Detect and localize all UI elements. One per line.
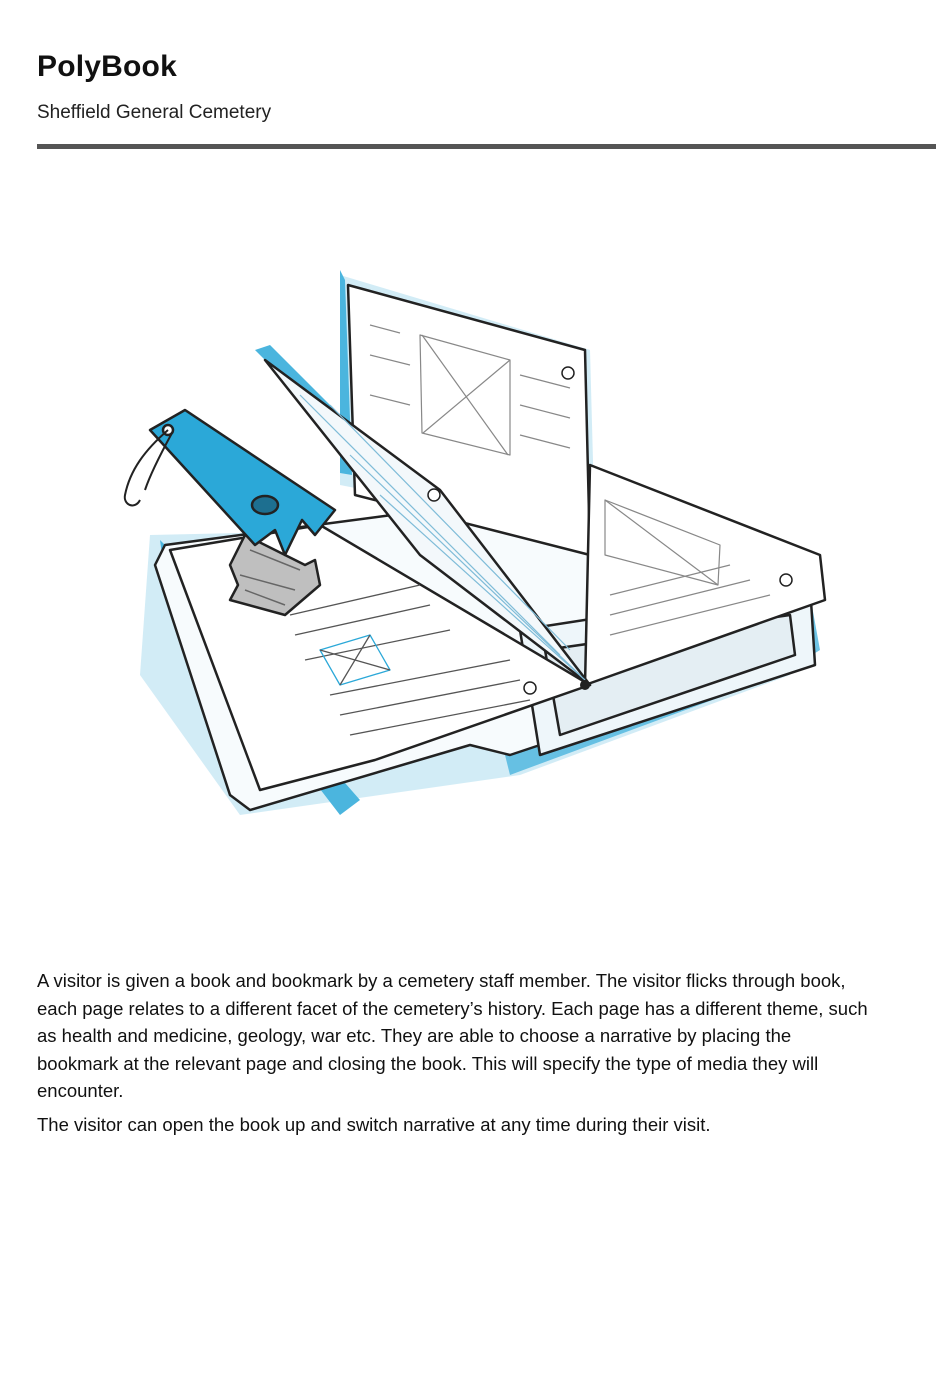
upright-page bbox=[348, 285, 590, 555]
page-title: PolyBook bbox=[37, 50, 177, 83]
book-sketch-illustration bbox=[90, 255, 850, 835]
description bbox=[37, 967, 877, 1144]
page-subtitle: Sheffield General Cemetery bbox=[37, 102, 272, 123]
header-divider bbox=[37, 144, 936, 149]
book-spine bbox=[580, 680, 590, 690]
description-paragraph: The visitor can open the book up and switch narrative at any time during their visit. bbox=[37, 1113, 711, 1135]
description-paragraph: A visitor is given a book and bookmark by a cemetery staff member. The visitor flicks through book, each page relates to a different facet of the cemetery’s history. Each page has a different theme, such as health and medicine, geology, war etc. They are able to choose a narrative by placing the bookmark at the relevant page and closing the book. This will specify the type of media they will encounter. bbox=[37, 970, 868, 1101]
